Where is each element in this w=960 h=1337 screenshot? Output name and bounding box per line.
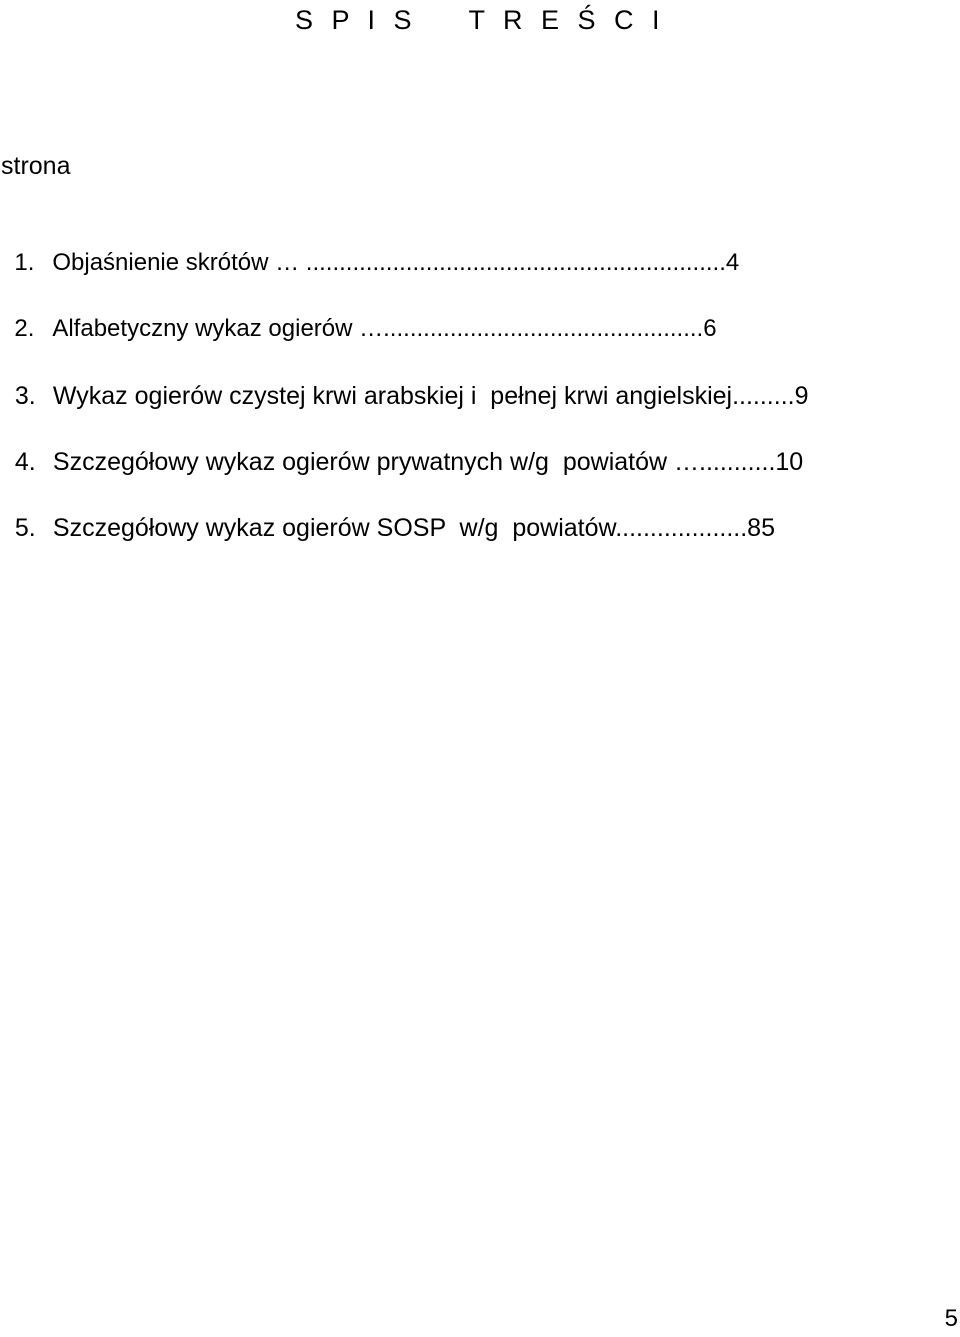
toc-entry xyxy=(1,483,775,543)
toc-entry xyxy=(1,351,809,411)
toc-entry xyxy=(1,417,803,477)
toc-entry-number: 4. xyxy=(14,448,36,476)
toc-entry-number: 2. xyxy=(14,315,35,342)
toc-entry-text: Alfabetyczny wykaz ogierów …................................................6 xyxy=(52,315,717,342)
toc-entry xyxy=(1,284,717,344)
toc-entry-text: Szczegółowy wykaz ogierów SOSP w/g powiatów...................85 xyxy=(52,514,775,542)
page-column-label: strona xyxy=(1,152,71,180)
toc-entry-text: Wykaz ogierów czystej krwi arabskiej i pełnej krwi angielskiej.........9 xyxy=(52,382,809,410)
page-title: S P I S T R E Ś C I xyxy=(294,5,666,35)
page-number: 5 xyxy=(944,1305,958,1332)
toc-entry xyxy=(1,218,739,278)
toc-entry-number: 5. xyxy=(14,514,36,542)
toc-entry-text: Objaśnienie skrótów … ...............................................................4 xyxy=(52,249,740,276)
toc-entry-number: 1. xyxy=(14,249,35,276)
toc-entry-text: Szczegółowy wykaz ogierów prywatnych w/g powiatów …...........10 xyxy=(52,448,804,476)
toc-entry-number: 3. xyxy=(14,382,36,410)
